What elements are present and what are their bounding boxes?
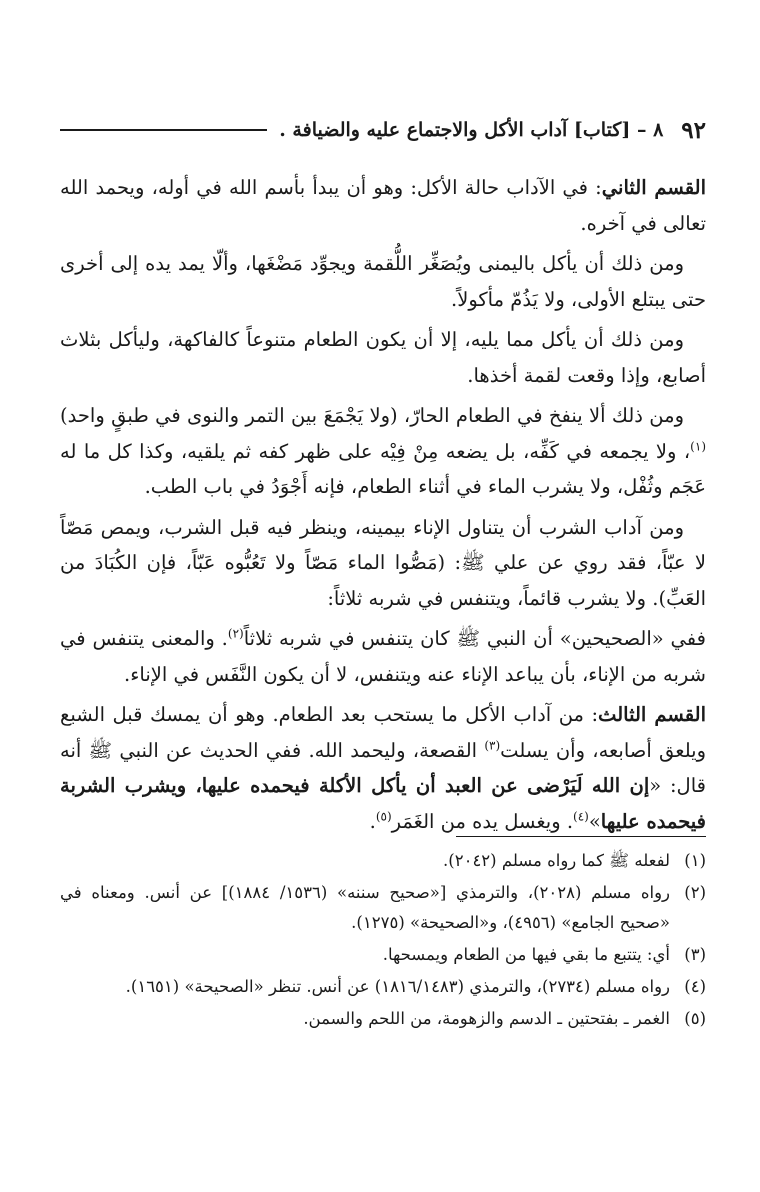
header-rule xyxy=(60,129,267,131)
paragraph-text: . xyxy=(369,809,376,833)
running-title: ٨ – [كتاب] آداب الأكل والاجتماع عليه والضيافة . xyxy=(279,119,664,141)
footnote xyxy=(60,940,706,970)
paragraph: ومن ذلك أن يأكل باليمنى ويُصَغِّر اللُّقمة ويجوِّد مَضْغَها، وألّا يمد يده إلى أخرى حتى يبتلع الأولى، ولا يَذُمّ مأكولاً. xyxy=(60,252,706,311)
paragraph-section-two xyxy=(60,170,706,241)
footnote-text: رواه مسلم (٢٧٣٤)، والترمذي (١٨١٦/١٤٨٣) عن أنس. تنظر «الصحيحة» (١٦٥١). xyxy=(125,977,670,996)
paragraph-section-three xyxy=(60,697,706,839)
main-text xyxy=(60,170,706,844)
paragraph-text: : من آداب الأكل ما يستحب بعد الطعام. وهو أن يمسك قبل الشبع ويلعق أصابعه، وأن يسلت xyxy=(60,703,706,762)
footnotes xyxy=(60,846,706,1036)
paragraph-text: . ويغسل يده من الغَمَر xyxy=(391,809,574,833)
page-header xyxy=(60,110,706,150)
paragraph-text: ، ولا يجمعه في كَفِّه، بل يضعه مِنْ فِيْه على ظهر كفه ثم يلقيه، وكذا كل ما له عَجَم وثُفْل، ولا يشرب الماء في أثناء الطعام، فإنه أَجْوَدُ في باب الطب. xyxy=(60,439,706,498)
footnote xyxy=(60,846,706,876)
paragraph-text: . والمعنى يتنفس في شربه من الإناء، بأن يباعد الإناء عنه ويتنفس، لا أن يكون النَّفَس في الإناء. xyxy=(60,627,706,686)
footnote-text: لفعله ﷺ كما رواه مسلم (٢٠٤٢). xyxy=(443,851,670,870)
footnote-number: (٢) xyxy=(684,883,706,902)
footnote-text: رواه مسلم (٢٠٢٨)، والترمذي [«صحيح سننه» (١٥٣٦/ ١٨٨٤)] عن أنس. ومعناه في «صحيح الجامع» (٤٩٥٦)، و«الصحيحة» (١٢٧٥). xyxy=(60,883,671,932)
paragraph-text: القصعة، وليحمد الله. ففي الحديث عن النبي ﷺ أنه قال: « xyxy=(60,738,706,797)
footnote-number: (٥) xyxy=(684,1009,706,1028)
paragraph-text: ومن ذلك ألا ينفخ في الطعام الحارّ، (ولا يَجْمَعَ بين التمر والنوى في طبقٍ واحد) xyxy=(60,404,684,427)
footnote-ref: (٢) xyxy=(227,626,244,641)
footnote-ref: (١) xyxy=(690,439,706,453)
footnote-number: (٤) xyxy=(684,977,706,996)
footnote-divider xyxy=(456,836,706,837)
paragraph: ومن ذلك أن يأكل مما يليه، إلا أن يكون الطعام متنوعاً كالفاكهة، وليأكل بثلاث أصابع، وإذا وقعت لقمة أخذها. xyxy=(60,328,706,387)
footnote xyxy=(60,878,706,938)
footnote-ref: (٤) xyxy=(573,809,589,823)
footnote-number: (١) xyxy=(684,851,706,870)
footnote-text: الغمر ـ بفتحتين ـ الدسم والزهومة، من اللحم والسمن. xyxy=(303,1009,670,1028)
paragraph xyxy=(60,621,706,692)
footnote-number: (٣) xyxy=(684,945,706,964)
paragraph-text: ففي «الصحيحين» أن النبي ﷺ كان يتنفس في شربه ثلاثاً xyxy=(243,627,706,650)
footnote-text: أي: يتتبع ما بقي فيها من الطعام ويمسحها. xyxy=(382,945,670,964)
footnote-ref: (٣) xyxy=(484,738,501,752)
paragraph-text: : في الآداب حالة الأكل: وهو أن يبدأ بأسم الله في أوله، ويحمد الله تعالى في آخره. xyxy=(60,176,706,235)
paragraph-text: » xyxy=(588,809,601,833)
section-heading: القسم الثاني xyxy=(601,176,706,199)
section-heading: القسم الثالث xyxy=(598,703,706,726)
paragraph xyxy=(60,398,706,505)
footnote xyxy=(60,1004,706,1034)
footnote-ref: (٥) xyxy=(375,809,392,823)
paragraph: ومن آداب الشرب أن يتناول الإناء بيمينه، وينظر فيه قبل الشرب، ويمص مَصّاً لا عبّاً، فقد روي عن علي ﷺ: (مَصُّوا الماء مَصّاً ولا تَعُبُّوه عَبّاً، فإن الكُبَادَ من العَبِّ). ولا يشرب قائماً، ويتنفس في شربه ثلاثاً: xyxy=(60,515,706,610)
hadith-quote: إن الله لَيَرْضى عن العبد أن يأكل الأكلة فيحمده عليها، ويشرب الشربة فيحمده عليها xyxy=(60,774,706,833)
page-number: ٩٢ xyxy=(681,116,706,144)
footnote xyxy=(60,972,706,1002)
